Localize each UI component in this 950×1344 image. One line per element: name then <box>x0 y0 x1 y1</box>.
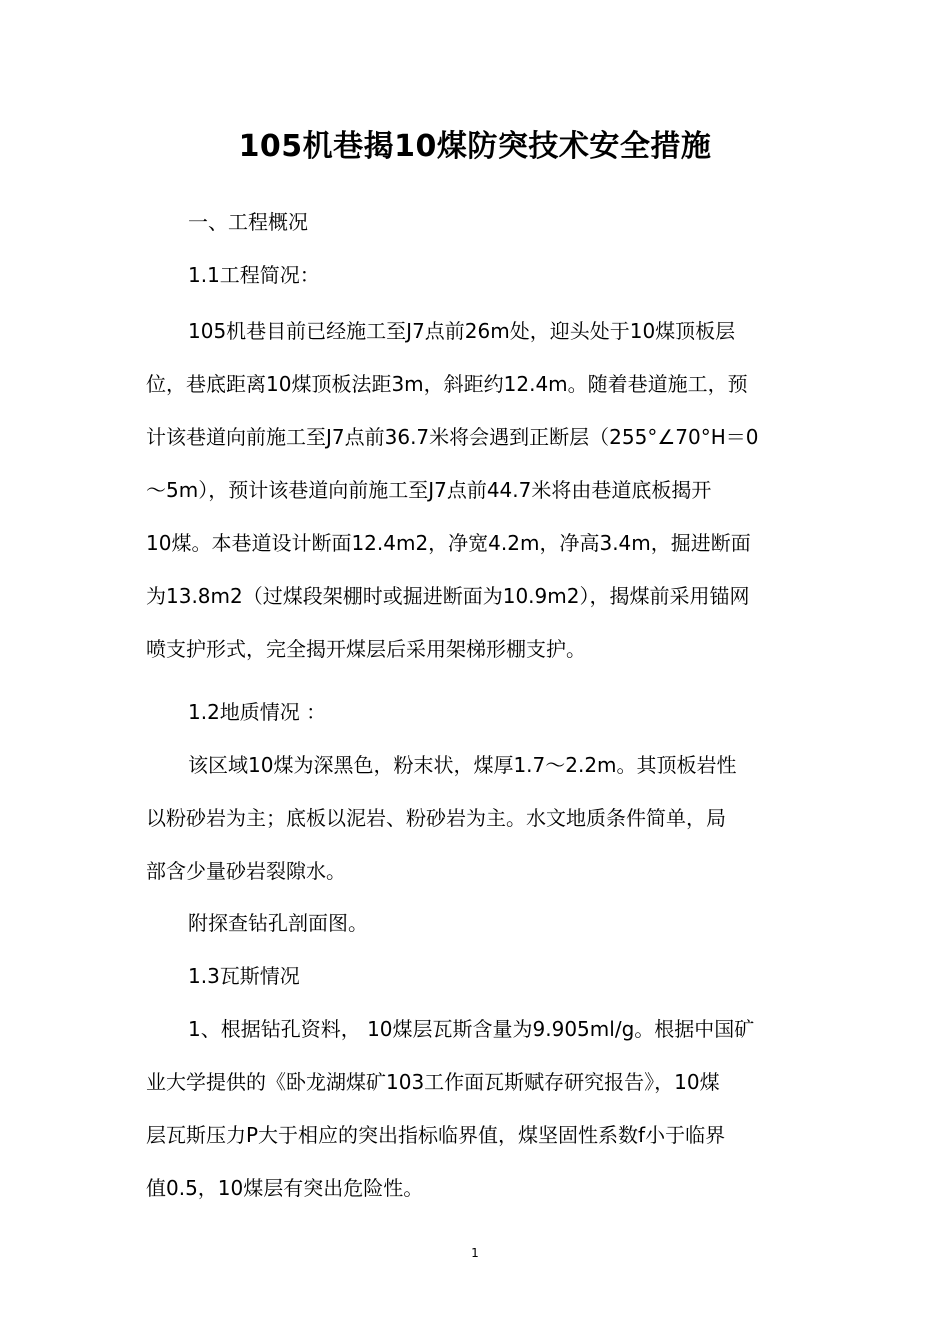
page-number: 1 <box>471 1246 479 1260</box>
paragraph-line: 业大学提供的《卧龙湖煤矿103工作面瓦斯赋存研究报告》，10煤 <box>146 1070 720 1094</box>
section-heading-overview-block <box>146 196 808 302</box>
subsection-heading-geology-block <box>146 686 808 739</box>
paragraph-line: ～5m），预计该巷道向前施工至J7点前44.7米将由巷道底板揭开 <box>146 478 712 502</box>
paragraph-line: 10煤。本巷道设计断面12.4m2，净宽4.2m，净高3.4m，掘进断面 <box>146 531 751 555</box>
paragraph-line: 位，巷底距离10煤顶板法距3m，斜距约12.4m。随着巷道施工，预 <box>146 372 748 396</box>
paragraph-line: 值0.5，10煤层有突出危险性。 <box>146 1176 424 1200</box>
attachment-note-block <box>146 897 808 1003</box>
paragraph-line: 该区域10煤为深黑色，粉末状，煤厚1.7～2.2m。其顶板岩性 <box>188 753 737 777</box>
subsection-heading-geology: 1.2地质情况 ： <box>188 700 327 724</box>
paragraph-line: 以粉砂岩为主；底板以泥岩、粉砂岩为主。水文地质条件简单，局 <box>146 806 726 830</box>
subsection-heading-project-summary: 1.1工程简况： <box>188 263 320 287</box>
document-title: 105机巷揭10煤防突技术安全措施 <box>238 129 712 164</box>
paragraph-line: 计该巷道向前施工至J7点前36.7米将会遇到正断层（255°∠70°H＝0 <box>146 425 759 449</box>
section-heading-overview: 一、工程概况 <box>188 210 308 234</box>
paragraph-project-summary <box>146 305 808 676</box>
paragraph-line: 为13.8m2（过煤段架棚时或掘进断面为10.9m2），揭煤前采用锚网 <box>146 584 750 608</box>
paragraph-line: 部含少量砂岩裂隙水。 <box>146 859 346 883</box>
paragraph-geology <box>146 739 808 898</box>
paragraph-line: 喷支护形式，完全揭开煤层后采用架梯形棚支护。 <box>146 637 586 661</box>
subsection-heading-gas: 1.3瓦斯情况 <box>188 964 300 988</box>
paragraph-line: 1、根据钻孔资料， 10煤层瓦斯含量为9.905ml/g。根据中国矿 <box>188 1017 755 1041</box>
paragraph-gas <box>146 1003 808 1215</box>
paragraph-line: 105机巷目前已经施工至J7点前26m处，迎头处于10煤顶板层 <box>188 319 736 343</box>
paragraph-line: 层瓦斯压力P大于相应的突出指标临界值，煤坚固性系数f小于临界 <box>146 1123 726 1147</box>
attachment-note: 附探查钻孔剖面图。 <box>188 911 368 935</box>
